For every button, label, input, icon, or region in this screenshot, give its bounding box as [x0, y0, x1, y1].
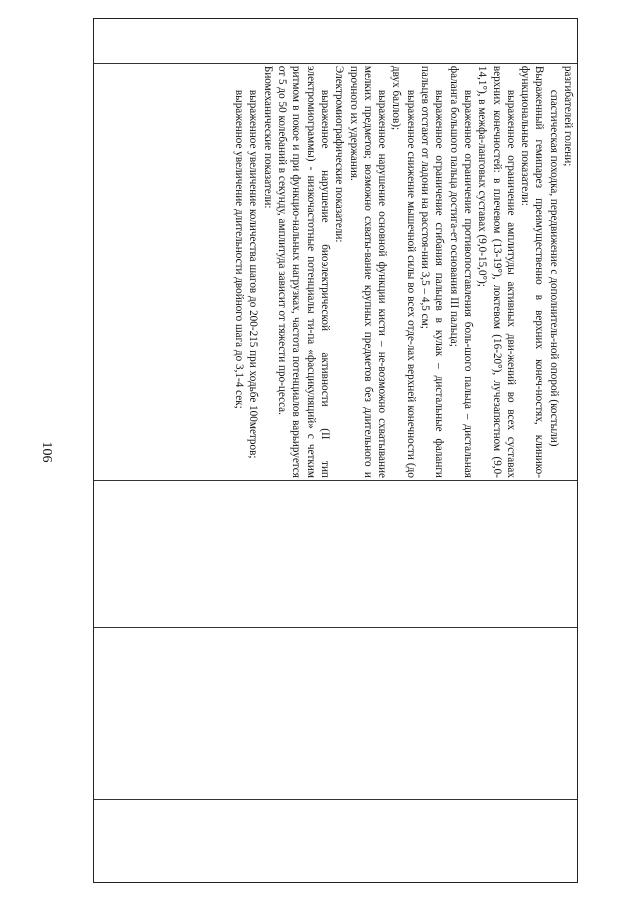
- description-paragraph: выраженное ограничение противопоставления боль-шого пальца – дистальная фаланга большого пальца достига-ет основания III пальца;: [447, 65, 474, 478]
- description-paragraph: спастическая походка, передвижение с дополнитель-ной опорой (костыли): [547, 89, 560, 447]
- description-paragraph: выраженное нарушение биоэлектрической активности (II тип электромиограммы) - низкочастотные потенциалы ти-па «фасцикуляций» с четким ритмом в покое и при функцио-нальных нагрузках, частота потенциалов варьируется от 5 до 50 колебаний в секунду, амплитуда зависит от тяжести про-цесса.: [276, 65, 331, 478]
- description-paragraph: выраженное увеличение количества шагов до 200-215 при ходьбе 100метров;: [247, 89, 260, 459]
- description-paragraph: выраженное снижение мышечной силы во всех отде-лах верхней конечности (до двух баллов);: [390, 65, 417, 478]
- description-paragraph: Биомеханические показатели:: [261, 65, 274, 209]
- description-paragraph: выраженное увеличение длительности двойного шага до 3,1-4 сек;: [233, 89, 246, 409]
- table-cell-empty-4: [94, 628, 577, 801]
- description-paragraph: разгибателей голени;: [562, 65, 574, 167]
- description-paragraph: выраженное нарушение основной функции кисти – не-возможно схватывание мелких предметов; возможно схваты-вание крупных предметов без длительного и прочного их удержания.: [347, 65, 389, 478]
- description-paragraph: Электромиографические показатели:: [333, 65, 346, 243]
- table-cell-empty-3: [94, 481, 577, 628]
- description-paragraph: Выраженный гемипарез преимущественно в верхних конеч-ностях, клинико-функциональные показатели:: [519, 65, 546, 478]
- table-cell-empty-first: [94, 19, 577, 64]
- table-frame: [93, 18, 578, 883]
- page-number: 106: [39, 441, 54, 463]
- table-cell-description: [94, 64, 577, 481]
- description-paragraph: выраженное ограничение амплитуды активных дви-жений во всех суставах верхних конечностей: в плечевом (13-19°), локтевом (16-20°), лучезапястном (9,0-14,1°), в межфа-ланговых суставах (9,0-15,0°);: [476, 65, 517, 478]
- description-paragraph: выраженное ограничение сгибания пальцев в кулак – дистальные фаланги пальцев отстают от ладони на расстоя-нии 3,5 – 4,5 см;: [419, 65, 446, 478]
- criteria-table: [93, 18, 578, 883]
- table-cell-empty-5: [94, 800, 577, 882]
